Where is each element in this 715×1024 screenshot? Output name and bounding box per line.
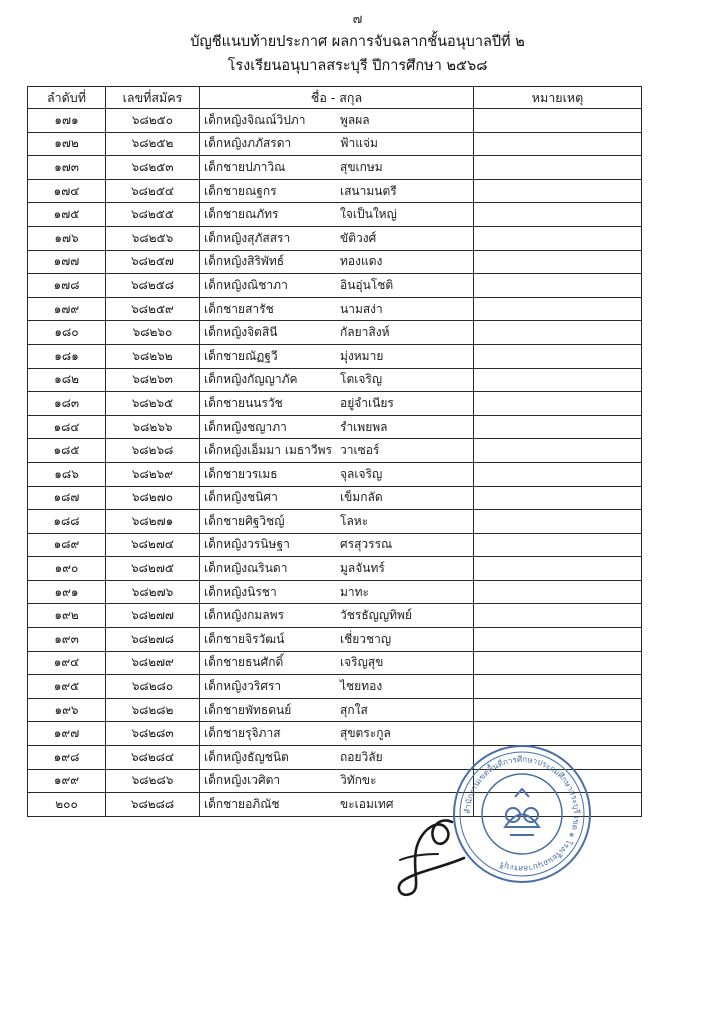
last-name: มูลจันทร์: [340, 561, 385, 576]
table-row: [28, 628, 642, 652]
lottery-results-table: [27, 86, 642, 817]
signature-mark: [380, 810, 470, 900]
cell-app-no: ๖๘๒๘๘: [106, 793, 200, 817]
first-name: เด็กชายจิรวัฒน์: [204, 631, 285, 646]
table-row: [28, 368, 642, 392]
cell-seq: ๑๗๖: [28, 226, 106, 250]
cell-remark: [474, 392, 642, 416]
last-name: ใจเป็นใหญ่: [340, 207, 397, 222]
last-name: เชี่ยวชาญ: [340, 631, 392, 646]
cell-seq: ๑๘๒: [28, 368, 106, 392]
cell-app-no: ๖๘๒๗๗: [106, 604, 200, 628]
cell-remark: [474, 675, 642, 699]
first-name: เด็กชายอภิณัช: [204, 797, 280, 812]
cell-app-no: ๖๘๒๗๙: [106, 651, 200, 675]
last-name: เข็มกลัด: [340, 490, 383, 505]
cell-name: [200, 722, 474, 746]
last-name: อยู่จำเนียร: [340, 395, 394, 410]
cell-name: [200, 628, 474, 652]
last-name: ศรสุวรรณ: [340, 537, 393, 552]
cell-remark: [474, 344, 642, 368]
table-row: [28, 392, 642, 416]
cell-name: [200, 604, 474, 628]
table-row: [28, 580, 642, 604]
column-header-app-no: เลขที่สมัคร: [106, 87, 200, 109]
cell-app-no: ๖๘๒๗๖: [106, 580, 200, 604]
cell-seq: ๑๙๙: [28, 769, 106, 793]
cell-app-no: ๖๘๒๖๙: [106, 462, 200, 486]
last-name: พูลผล: [340, 112, 370, 127]
cell-remark: [474, 368, 642, 392]
first-name: เด็กหญิงกัญญาภัค: [204, 372, 298, 387]
cell-remark: [474, 156, 642, 180]
cell-name: [200, 226, 474, 250]
first-name: เด็กหญิงสุภัสสรา: [204, 230, 291, 245]
cell-name: [200, 580, 474, 604]
cell-app-no: ๖๘๒๖๓: [106, 368, 200, 392]
cell-seq: ๑๙๓: [28, 628, 106, 652]
seal-text: สำนักงานเขตพื้นที่การศึกษาประถมศึกษาสระบุรี เขต ๑ โรงเรียนอนุบาลสระบุรี: [462, 754, 582, 874]
cell-name: [200, 698, 474, 722]
last-name: รำเพยพล: [340, 419, 388, 434]
cell-remark: [474, 510, 642, 534]
first-name: เด็กหญิงธัญชนิต: [204, 749, 289, 764]
cell-remark: [474, 226, 642, 250]
cell-seq: ๑๘๔: [28, 415, 106, 439]
first-name: เด็กหญิงณรินดา: [204, 561, 288, 576]
table-row: [28, 722, 642, 746]
cell-seq: ๑๙๕: [28, 675, 106, 699]
cell-name: [200, 250, 474, 274]
table-row: [28, 462, 642, 486]
table-row: [28, 156, 642, 180]
cell-app-no: ๖๘๒๘๔: [106, 746, 200, 770]
column-header-name: ชื่อ - สกุล: [200, 87, 474, 109]
first-name: เด็กหญิงจิณณ์วิปภา: [204, 112, 306, 127]
cell-seq: ๑๘๘: [28, 510, 106, 534]
first-name: เด็กชายสารัช: [204, 301, 274, 316]
cell-seq: ๑๗๕: [28, 203, 106, 227]
cell-app-no: ๖๘๒๕๙: [106, 297, 200, 321]
last-name: เสนามนตรี: [340, 183, 397, 198]
last-name: มุ่งหมาย: [340, 348, 384, 363]
cell-app-no: ๖๘๒๗๐: [106, 486, 200, 510]
last-name: เจริญสุข: [340, 655, 384, 670]
cell-remark: [474, 274, 642, 298]
first-name: เด็กชายณภัทร: [204, 207, 279, 222]
cell-name: [200, 533, 474, 557]
cell-name: [200, 486, 474, 510]
cell-seq: ๑๘๕: [28, 439, 106, 463]
table-row: [28, 297, 642, 321]
cell-app-no: ๖๘๒๘๖: [106, 769, 200, 793]
cell-remark: [474, 651, 642, 675]
first-name: เด็กชายศิฐวิชญ์: [204, 513, 285, 528]
cell-app-no: ๖๘๒๕๗: [106, 250, 200, 274]
cell-remark: [474, 203, 642, 227]
cell-app-no: ๖๘๒๖๘: [106, 439, 200, 463]
cell-app-no: ๖๘๒๕๔: [106, 179, 200, 203]
last-name: นามสง่า: [340, 301, 383, 316]
first-name: เด็กหญิงณิชาภา: [204, 277, 288, 292]
cell-app-no: ๖๘๒๗๕: [106, 557, 200, 581]
cell-remark: [474, 321, 642, 345]
first-name: เด็กหญิงจิตสินี: [204, 325, 278, 340]
table-row: [28, 439, 642, 463]
cell-remark: [474, 415, 642, 439]
cell-remark: [474, 250, 642, 274]
cell-app-no: ๖๘๒๕๖: [106, 226, 200, 250]
cell-seq: ๑๘๐: [28, 321, 106, 345]
title-line-1: บัญชีแนบท้ายประกาศ ผลการจับฉลากชั้นอนุบาลปีที่ ๒: [190, 34, 525, 50]
cell-name: [200, 392, 474, 416]
cell-remark: [474, 604, 642, 628]
first-name: เด็กหญิงชญาภา: [204, 419, 287, 434]
cell-seq: ๑๙๘: [28, 746, 106, 770]
first-name: เด็กชายณัฏฐวี: [204, 348, 278, 363]
table-row: [28, 250, 642, 274]
cell-remark: [474, 486, 642, 510]
first-name: เด็กหญิงเอ็มมา เมธาวีพร: [204, 443, 333, 458]
cell-remark: [474, 580, 642, 604]
table-row: [28, 415, 642, 439]
column-header-seq: ลำดับที่: [28, 87, 106, 109]
cell-remark: [474, 698, 642, 722]
cell-app-no: ๖๘๒๗๔: [106, 533, 200, 557]
first-name: เด็กหญิงเวศิตา: [204, 773, 281, 788]
cell-name: [200, 675, 474, 699]
cell-remark: [474, 439, 642, 463]
table-row: [28, 321, 642, 345]
cell-app-no: ๖๘๒๕๕: [106, 203, 200, 227]
first-name: เด็กหญิงชนิศา: [204, 490, 278, 505]
table-row: [28, 486, 642, 510]
cell-name: [200, 368, 474, 392]
cell-remark: [474, 297, 642, 321]
cell-app-no: ๖๘๒๗๘: [106, 628, 200, 652]
cell-remark: [474, 109, 642, 133]
last-name: มาทะ: [340, 584, 370, 599]
cell-name: [200, 746, 474, 770]
cell-app-no: ๖๘๒๕๒: [106, 132, 200, 156]
cell-seq: ๑๗๙: [28, 297, 106, 321]
last-name: สุกใส: [340, 702, 368, 717]
cell-name: [200, 344, 474, 368]
last-name: ฟ้าแจ่ม: [340, 136, 378, 151]
first-name: เด็กหญิงภภัสรดา: [204, 136, 292, 151]
cell-seq: ๑๗๑: [28, 109, 106, 133]
school-seal: [453, 745, 591, 883]
cell-remark: [474, 132, 642, 156]
cell-name: [200, 439, 474, 463]
first-name: เด็กหญิงสิริพัทธ์: [204, 254, 285, 269]
cell-seq: ๒๐๐: [28, 793, 106, 817]
first-name: เด็กชายปภาวิณ: [204, 159, 286, 174]
cell-app-no: ๖๘๒๖๕: [106, 392, 200, 416]
cell-app-no: ๖๘๒๘๓: [106, 722, 200, 746]
last-name: วิทักขะ: [340, 773, 377, 788]
table-row: [28, 226, 642, 250]
last-name: ไชยทอง: [340, 679, 383, 694]
table-header-row: [28, 87, 642, 109]
cell-remark: [474, 722, 642, 746]
first-name: เด็กชายพัทธดนย์: [204, 702, 292, 717]
first-name: เด็กชายวรเมธ: [204, 466, 278, 481]
cell-app-no: ๖๘๒๖๒: [106, 344, 200, 368]
cell-seq: ๑๗๔: [28, 179, 106, 203]
table-row: [28, 557, 642, 581]
last-name: ขัติวงศ์: [340, 230, 377, 245]
cell-app-no: ๖๘๒๘๐: [106, 675, 200, 699]
cell-name: [200, 203, 474, 227]
seal-emblem-icon: [505, 789, 539, 835]
cell-name: [200, 651, 474, 675]
table-row: [28, 132, 642, 156]
cell-remark: [474, 462, 642, 486]
last-name: ทองแดง: [340, 254, 383, 269]
last-name: โลหะ: [340, 513, 369, 528]
table-row: [28, 675, 642, 699]
cell-seq: ๑๘๙: [28, 533, 106, 557]
cell-app-no: ๖๘๒๖๖: [106, 415, 200, 439]
page-number: ๗: [352, 12, 363, 27]
title-line-2: โรงเรียนอนุบาลสระบุรี ปีการศึกษา ๒๕๖๘: [227, 58, 488, 74]
first-name: เด็กชายณฐกร: [204, 183, 277, 198]
cell-name: [200, 415, 474, 439]
cell-seq: ๑๙๗: [28, 722, 106, 746]
last-name: จุลเจริญ: [340, 466, 383, 481]
first-name: เด็กหญิงวริศรา: [204, 679, 282, 694]
cell-name: [200, 557, 474, 581]
table-row: [28, 533, 642, 557]
cell-remark: [474, 628, 642, 652]
last-name: วัชรธัญญทิพย์: [340, 608, 412, 623]
table-row: [28, 109, 642, 133]
first-name: เด็กหญิงนิรชา: [204, 584, 277, 599]
table-row: [28, 510, 642, 534]
last-name: วาเซอร์: [340, 443, 380, 458]
cell-seq: ๑๘๑: [28, 344, 106, 368]
first-name: เด็กหญิงวรนิษฐา: [204, 537, 290, 552]
cell-app-no: ๖๘๒๕๓: [106, 156, 200, 180]
cell-name: [200, 179, 474, 203]
first-name: เด็กหญิงกมลพร: [204, 608, 285, 623]
last-name: โตเจริญ: [340, 372, 383, 387]
table-row: [28, 604, 642, 628]
table-row: [28, 203, 642, 227]
first-name: เด็กชายรุจิภาส: [204, 726, 281, 741]
cell-seq: ๑๙๖: [28, 698, 106, 722]
cell-seq: ๑๗๗: [28, 250, 106, 274]
cell-name: [200, 321, 474, 345]
table-row: [28, 344, 642, 368]
last-name: ขะเอมเทศ: [340, 797, 394, 812]
cell-seq: ๑๘๗: [28, 486, 106, 510]
cell-app-no: ๖๘๒๕๐: [106, 109, 200, 133]
cell-seq: ๑๙๐: [28, 557, 106, 581]
cell-seq: ๑๗๘: [28, 274, 106, 298]
table-row: [28, 698, 642, 722]
cell-remark: [474, 557, 642, 581]
cell-seq: ๑๘๓: [28, 392, 106, 416]
cell-app-no: ๖๘๒๕๘: [106, 274, 200, 298]
last-name: สุขตระกูล: [340, 726, 391, 741]
cell-name: [200, 156, 474, 180]
cell-remark: [474, 533, 642, 557]
cell-seq: ๑๘๖: [28, 462, 106, 486]
cell-name: [200, 109, 474, 133]
cell-seq: ๑๙๒: [28, 604, 106, 628]
cell-seq: ๑๗๓: [28, 156, 106, 180]
cell-name: [200, 274, 474, 298]
cell-name: [200, 769, 474, 793]
first-name: เด็กชายธนศักดิ์: [204, 655, 284, 670]
cell-name: [200, 462, 474, 486]
cell-app-no: ๖๘๒๘๒: [106, 698, 200, 722]
column-header-remark: หมายเหตุ: [474, 87, 642, 109]
seal-graphic: [455, 747, 589, 881]
last-name: อินอุ่นโชติ: [340, 277, 394, 292]
cell-seq: ๑๗๒: [28, 132, 106, 156]
cell-name: [200, 297, 474, 321]
cell-seq: ๑๙๔: [28, 651, 106, 675]
last-name: สุขเกษม: [340, 159, 383, 174]
cell-app-no: ๖๘๒๖๐: [106, 321, 200, 345]
cell-name: [200, 132, 474, 156]
cell-name: [200, 510, 474, 534]
first-name: เด็กชายนนรวัช: [204, 395, 283, 410]
table-row: [28, 651, 642, 675]
last-name: ถอยวิลัย: [340, 749, 383, 764]
last-name: กัลยาสิงห์: [340, 325, 390, 340]
cell-remark: [474, 179, 642, 203]
table-row: [28, 179, 642, 203]
cell-seq: ๑๙๑: [28, 580, 106, 604]
table-row: [28, 274, 642, 298]
cell-app-no: ๖๘๒๗๑: [106, 510, 200, 534]
